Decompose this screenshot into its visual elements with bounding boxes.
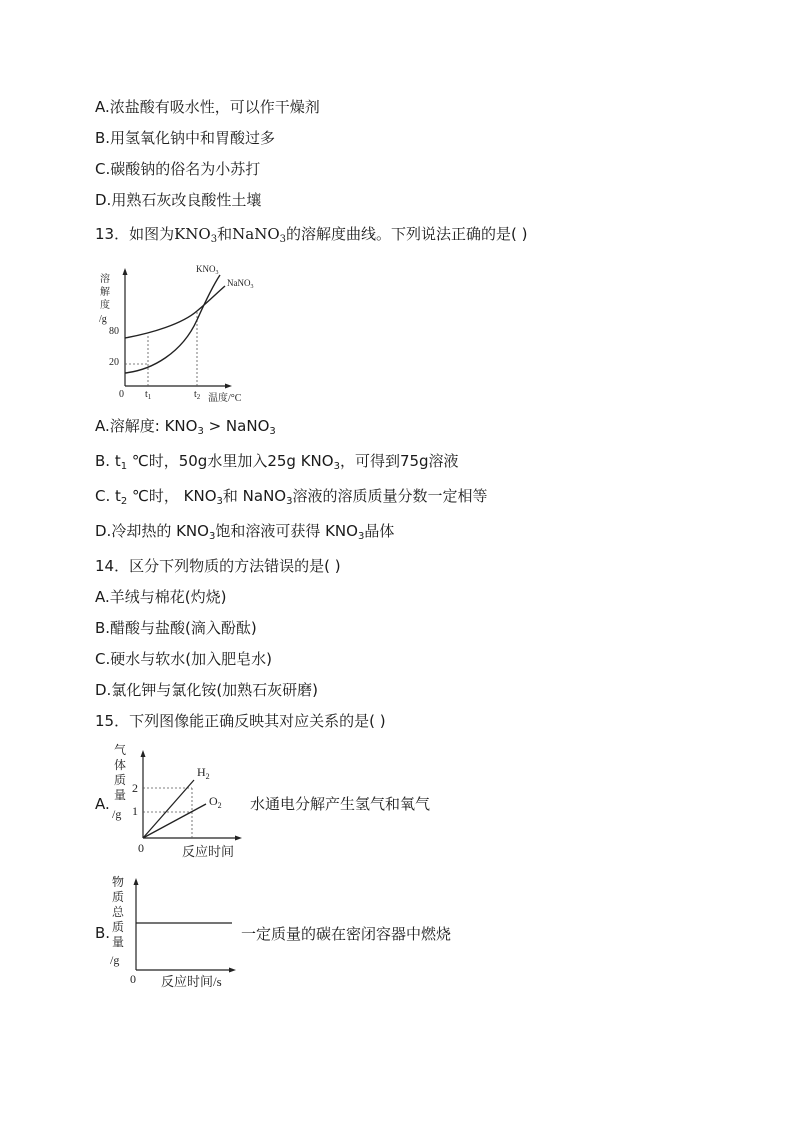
combustion-chart bbox=[108, 872, 248, 992]
chart-ytick-80: 80 bbox=[109, 326, 119, 337]
b-ylabel-2: 质 bbox=[112, 890, 125, 904]
chart-ytick-20: 20 bbox=[109, 357, 119, 368]
q14-option-c: C.硬水与软水(加入肥皂水) bbox=[95, 650, 272, 668]
b-ylabel-4: 质 bbox=[112, 920, 125, 934]
q13-option-b: B. $t_1$ ℃时，50g水里加入25g $KNO_3$，可得到75g溶液 bbox=[95, 452, 459, 472]
a-xlabel: 反应时间 bbox=[182, 844, 235, 859]
b-ylabel-3: 总 bbox=[112, 905, 125, 919]
q14-option-a: A.羊绒与棉花(灼烧) bbox=[95, 588, 227, 606]
a-ytick-1: 1 bbox=[132, 804, 138, 818]
q13-option-a: A.溶解度: $KNO_3$ > NaNO$_3$ bbox=[95, 417, 276, 437]
q14-stem: 14．区分下列物质的方法错误的是( ) bbox=[95, 557, 341, 575]
chart-ylabel-4: /g bbox=[99, 314, 107, 325]
curve-kno3 bbox=[125, 275, 220, 373]
b-ylabel-5: 量 bbox=[112, 935, 125, 949]
electrolysis-chart bbox=[110, 742, 250, 862]
chart-xlabel: 温度/°C bbox=[208, 393, 242, 404]
q13-stem: 13．如图为$KNO_3$和NaNO$_3$的溶解度曲线。下列说法正确的是( ) bbox=[95, 225, 528, 245]
a-label-h2: $H_2$ bbox=[197, 765, 210, 781]
a-line-h2 bbox=[143, 780, 194, 838]
chart-xtick-t1: $t_1$ bbox=[145, 389, 152, 401]
series-label-nano3: NaNO$_3$ bbox=[227, 278, 254, 290]
a-ylabel-5: /g bbox=[112, 807, 122, 821]
chart-xtick-t2: $t_2$ bbox=[194, 389, 201, 401]
chart-x-arrow bbox=[225, 384, 232, 389]
b-x-arrow bbox=[229, 968, 236, 973]
q13-option-c: C. $t_2$ ℃时， $KNO_3$和 NaNO$_3$溶液的溶质质量分数一定相等 bbox=[95, 487, 488, 507]
q12-option-c: C.碳酸钠的俗名为小苏打 bbox=[95, 160, 261, 178]
q12-option-a: A.浓盐酸有吸水性，可以作干燥剂 bbox=[95, 98, 320, 116]
series-label-kno3: $KNO_3$ bbox=[196, 264, 219, 276]
chart-ylabel-3: 度 bbox=[100, 300, 110, 311]
q15-option-a-caption: 水通电分解产生氢气和氧气 bbox=[250, 795, 431, 813]
b-origin: 0 bbox=[130, 972, 136, 986]
q12-option-d: D.用熟石灰改良酸性土壤 bbox=[95, 191, 262, 209]
chart-ylabel-2: 解 bbox=[100, 287, 110, 298]
a-ylabel-4: 量 bbox=[114, 788, 127, 802]
a-ylabel-2: 体 bbox=[114, 758, 127, 772]
b-ylabel-1: 物 bbox=[112, 875, 125, 889]
q15-option-b-caption: 一定质量的碳在密闭容器中燃烧 bbox=[241, 925, 452, 943]
q15-stem: 15．下列图像能正确反映其对应关系的是( ) bbox=[95, 712, 386, 730]
a-ylabel-3: 质 bbox=[114, 773, 127, 787]
q14-option-d: D.氯化钾与氯化铵(加熟石灰研磨) bbox=[95, 681, 319, 699]
chart-origin: 0 bbox=[119, 389, 124, 400]
q13-option-d: D.冷却热的 $KNO_3$饱和溶液可获得 $KNO_3$晶体 bbox=[95, 522, 395, 542]
a-y-arrow bbox=[141, 750, 146, 757]
a-x-arrow bbox=[235, 836, 242, 841]
q14-option-b: B.醋酸与盐酸(滴入酚酞) bbox=[95, 619, 257, 637]
chart-y-arrow bbox=[123, 268, 128, 275]
q15-option-b-label: B. bbox=[95, 924, 111, 942]
b-y-arrow bbox=[134, 878, 139, 885]
chart-ylabel-1: 溶 bbox=[100, 274, 110, 285]
a-ytick-2: 2 bbox=[132, 781, 138, 795]
a-line-o2 bbox=[143, 804, 206, 838]
a-ylabel-1: 气 bbox=[114, 743, 127, 757]
q12-option-b: B.用氢氧化钠中和胃酸过多 bbox=[95, 129, 276, 147]
b-xlabel: 反应时间/s bbox=[161, 974, 222, 989]
a-origin: 0 bbox=[138, 841, 144, 855]
q15-option-a-label: A. bbox=[95, 795, 110, 813]
a-label-o2: $O_2$ bbox=[209, 794, 222, 810]
solubility-chart bbox=[92, 258, 272, 406]
b-ylabel-6: /g bbox=[110, 953, 120, 967]
